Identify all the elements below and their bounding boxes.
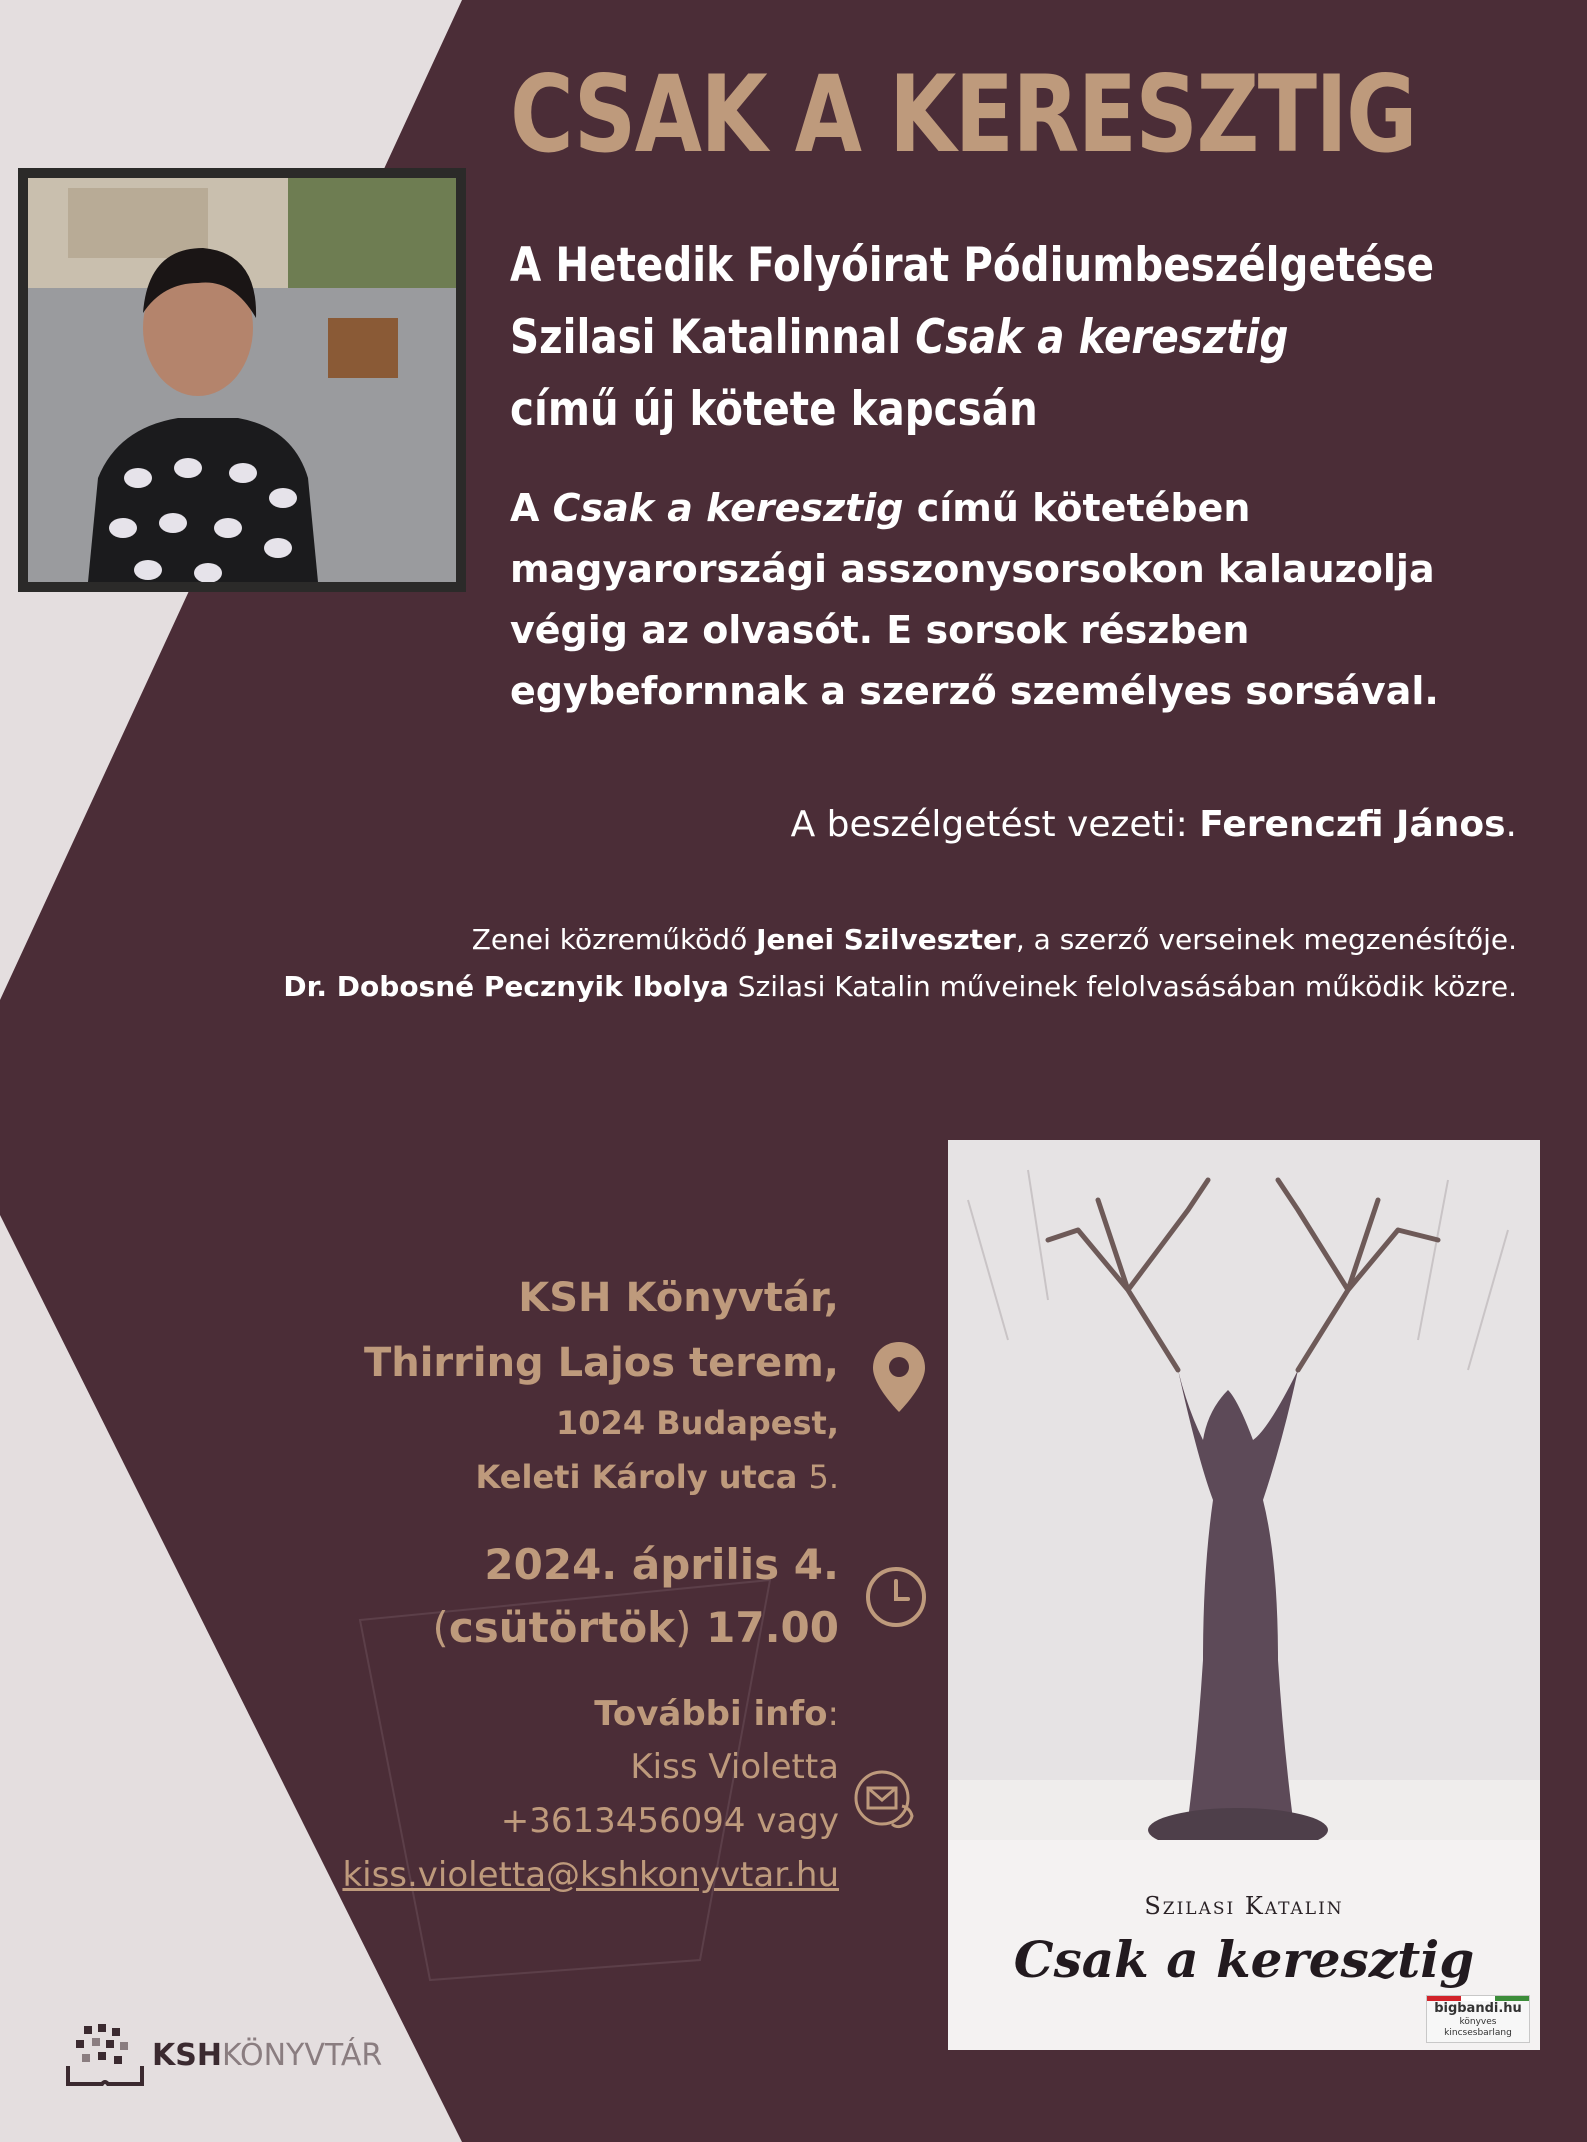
contributor-music <box>472 918 1517 962</box>
contributor-reader <box>283 965 1517 1009</box>
map-pin-icon <box>870 1340 928 1414</box>
event-date: 2024. április 4. <box>484 1540 839 1589</box>
venue-name: KSH Könyvtár, <box>518 1275 839 1321</box>
info-label-colon: : <box>827 1694 839 1734</box>
info-label-text: További info <box>594 1694 828 1734</box>
contributor-reader-role: Szilasi Katalin műveinek felolvasásában működik közre. <box>728 970 1517 1003</box>
venue-city: 1024 Budapest, <box>556 1404 839 1442</box>
badge-line-1: bigbandi.hu <box>1434 2001 1522 2016</box>
author-photo <box>18 168 466 592</box>
moderator-name: Ferenczfi János <box>1199 804 1506 845</box>
venue-street-number: 5. <box>808 1458 839 1496</box>
description-book-title: Csak a keresztig <box>552 486 904 530</box>
mail-phone-icon <box>852 1768 924 1832</box>
badge-line-2: könyves kincsesbarlang <box>1444 2017 1512 2038</box>
logo-text <box>152 2038 382 2073</box>
contributor-music-label: Zenei közreműködő <box>471 923 757 956</box>
logo-text-bold: KSH <box>152 2037 222 2073</box>
description-prefix: A <box>510 486 553 530</box>
venue-room: Thirring Lajos terem, <box>363 1340 839 1386</box>
paren-open: ( <box>432 1603 449 1652</box>
subtitle-line-3: című új kötete kapcsán <box>510 382 1038 437</box>
venue-street <box>476 1454 839 1500</box>
event-weekday-time <box>432 1598 839 1658</box>
moderator-line <box>791 800 1517 850</box>
contributor-music-role: , a szerző verseinek megzenésítője. <box>1015 923 1517 956</box>
subtitle-line-2 <box>510 302 1404 374</box>
clock-icon <box>864 1565 928 1629</box>
subtitle-book-title: Csak a keresztig <box>915 310 1289 365</box>
description-text: című kötetében magyarországi asszonysorsokon kalauzolja végig az olvasót. E sorsok részben egybefornnak a szerző személyes sorsával. <box>510 486 1439 713</box>
subtitle-line-2-text: Szilasi Katalinnal <box>510 310 916 365</box>
paren-close: ) <box>675 1603 692 1652</box>
event-description <box>510 478 1510 722</box>
event-subtitle <box>510 230 1435 446</box>
contact-phone[interactable]: +3613456094 vagy <box>500 1801 839 1841</box>
ksh-library-logo <box>62 2020 382 2090</box>
contributor-music-name: Jenei Szilveszter <box>756 923 1016 956</box>
info-label <box>594 1690 839 1738</box>
moderator-label: A beszélgetést vezeti: <box>790 804 1200 845</box>
event-weekday: csütörtök <box>448 1603 676 1652</box>
seller-badge <box>1426 1995 1530 2043</box>
logo-text-light: KÖNYVTÁR <box>221 2037 383 2073</box>
subtitle-line-1: A Hetedik Folyóirat Pódiumbeszélgetése <box>510 238 1435 293</box>
venue-street-name: Keleti Károly utca <box>475 1458 809 1496</box>
contributor-reader-name: Dr. Dobosné Pecznyik Ibolya <box>283 970 729 1003</box>
page-title: CSAK A KERESZTIG <box>510 53 1416 176</box>
contact-email-link[interactable]: kiss.violetta@kshkonyvtar.hu <box>342 1855 839 1895</box>
event-time: 17.00 <box>691 1603 839 1652</box>
book-logo-icon <box>62 2022 148 2088</box>
contact-name: Kiss Violetta <box>630 1747 839 1787</box>
book-cover-image <box>948 1140 1540 2050</box>
moderator-suffix: . <box>1505 804 1517 845</box>
book-author: Szilasi Katalin <box>1144 1892 1344 1920</box>
book-title: Csak a keresztig <box>1013 1930 1475 1989</box>
